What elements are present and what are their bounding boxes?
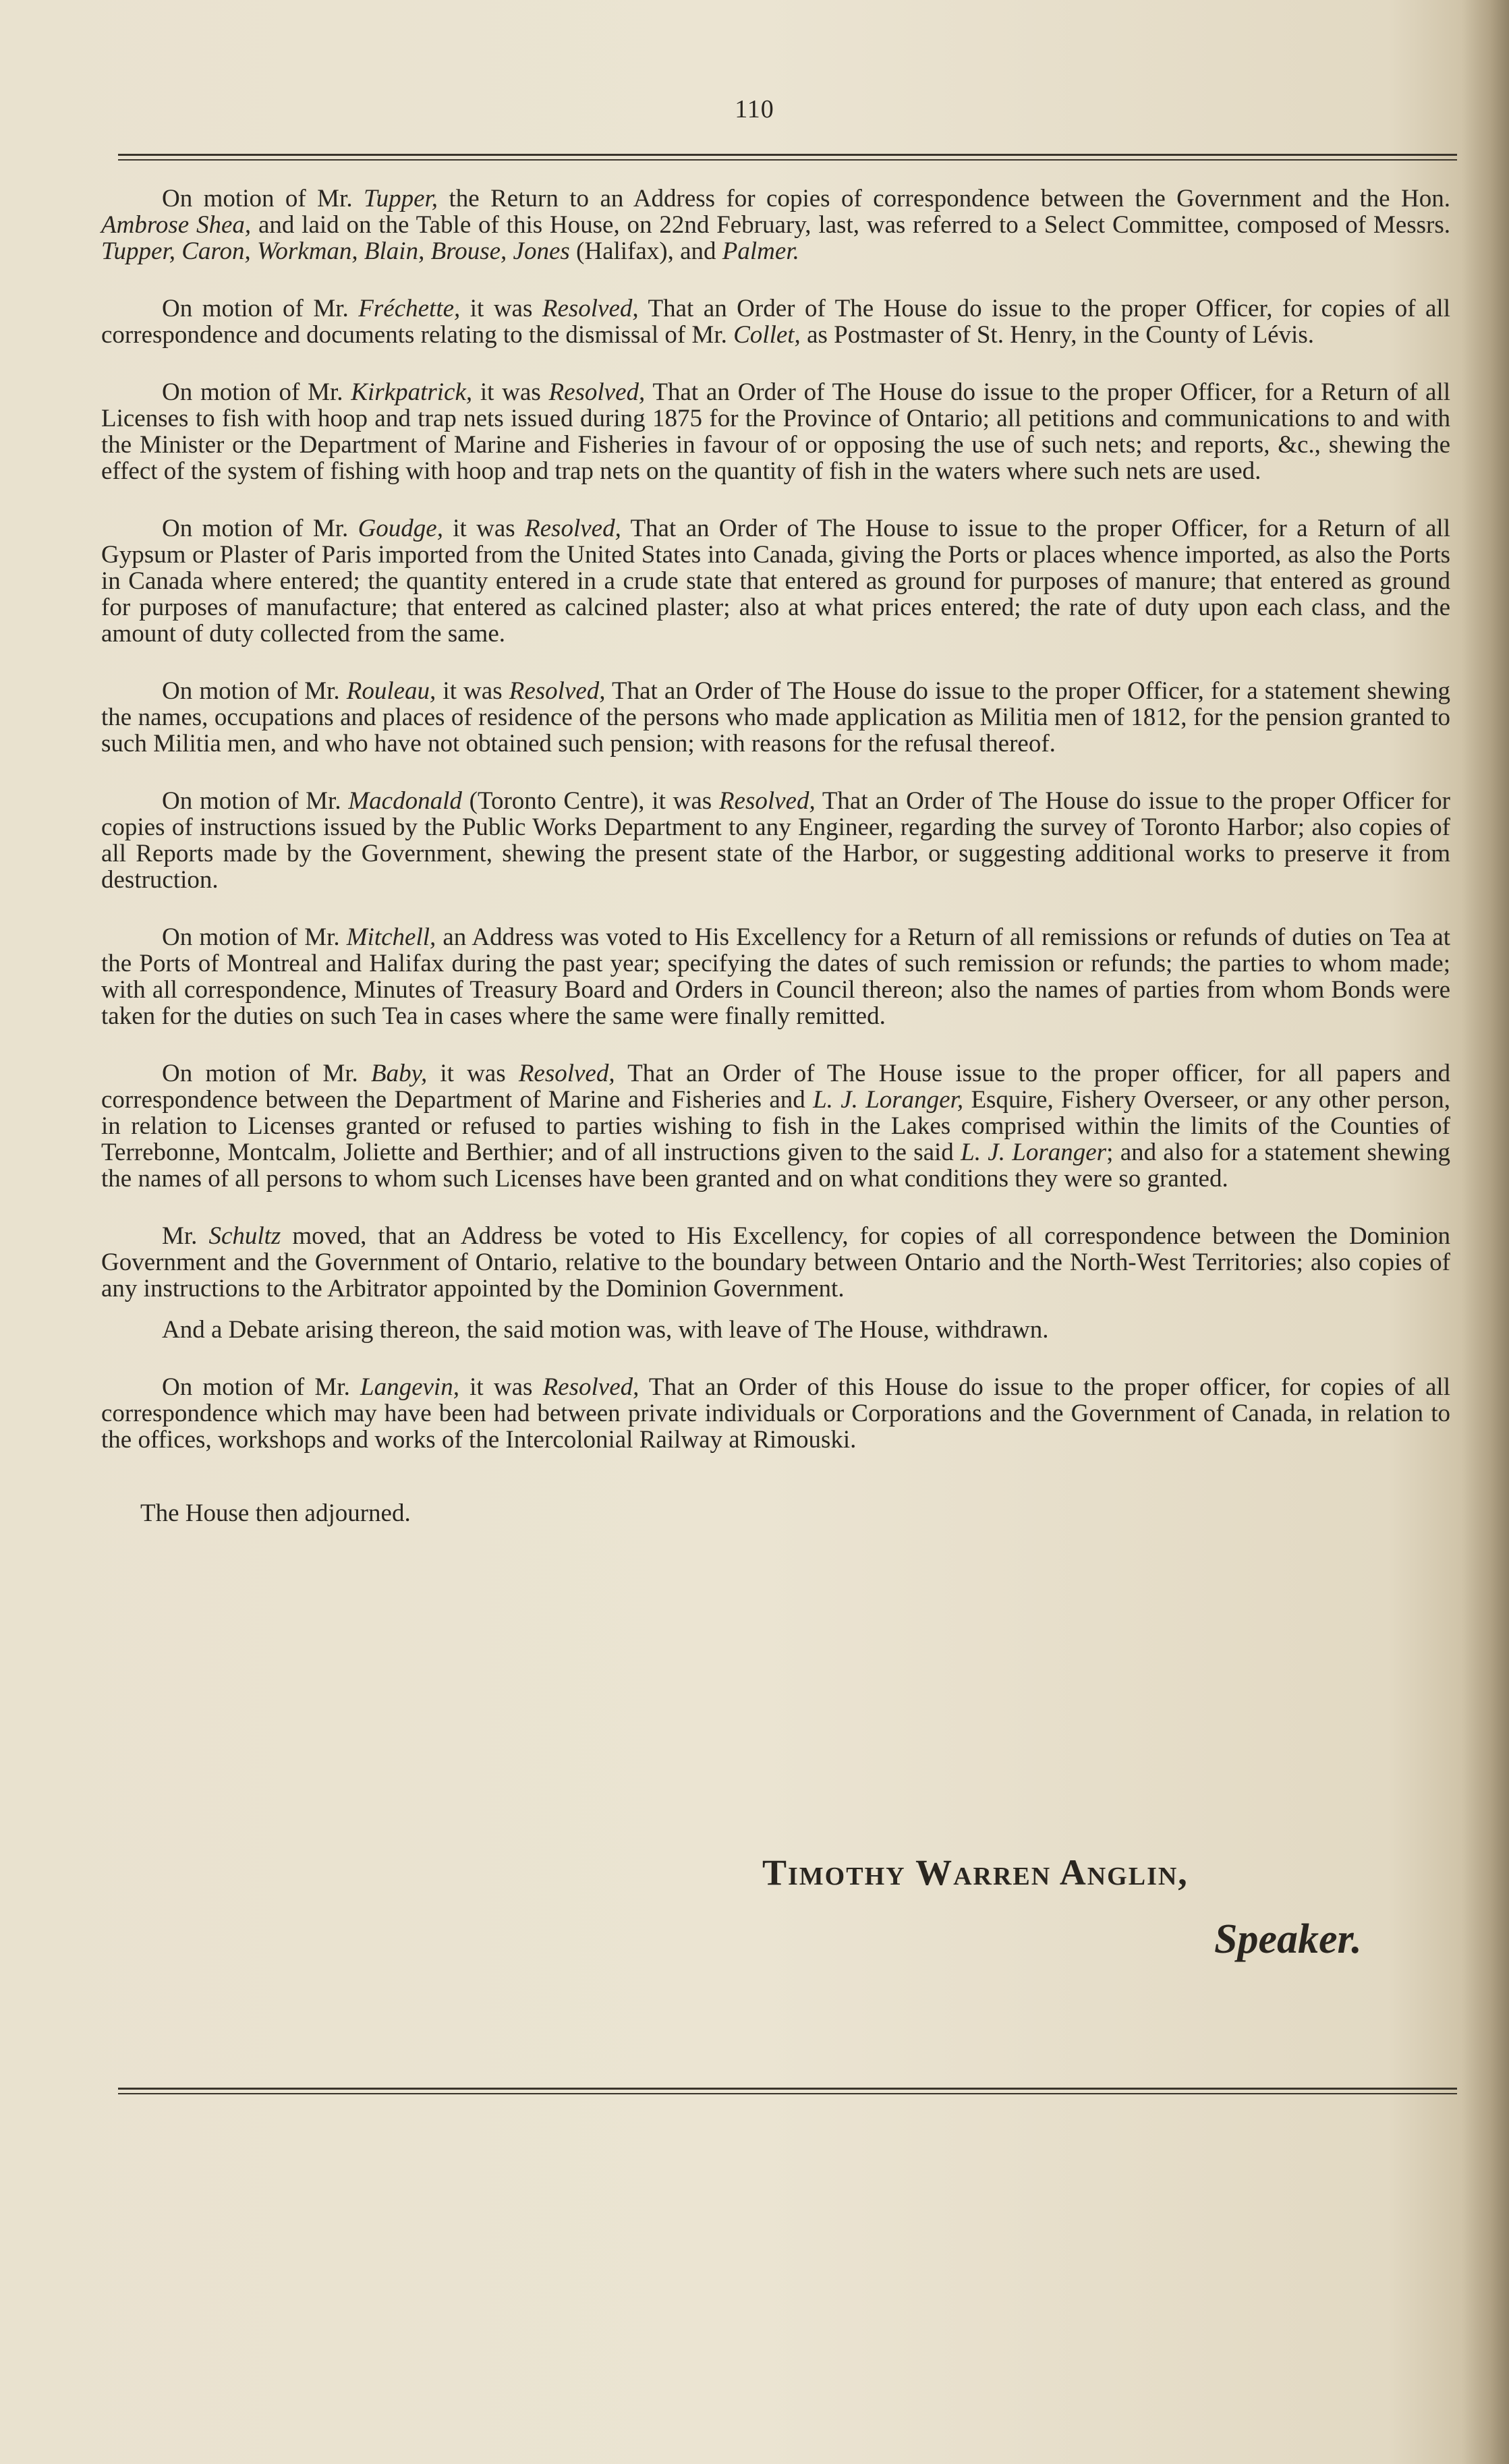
top-rule [118,154,1457,161]
motion-tupper: On motion of Mr. Tupper, the Return to an Address for copies of correspondence between the Government and the Hon. Ambrose Shea, and laid on the Table of this House, on 22nd February, last, was referred to a Select Committee, composed of Messrs. Tupper, Caron, Workman, Blain, Brouse, Jones (Halifax), and Palmer. [101,185,1451,265]
motion-baby: On motion of Mr. Baby, it was Resolved, That an Order of The House issue to the proper officer, for all papers and correspondence between the Department of Marine and Fisheries and L. J. Loranger, Esquire, Fishery Overseer, or any other person, in relation to Licenses granted or refused to parties wishing to fish in the Lakes comprised within the limits of the Counties of Terrebonne, Montcalm, Joliette and Berthier; and of all instructions given to the said L. J. Loranger; and also for a statement shewing the names of all persons to whom such Licenses have been granted and on what conditions they were so granted. [101,1060,1450,1193]
journal-body [101,185,1450,1526]
motion-frechette: On motion of Mr. Fréchette, it was Resolved, That an Order of The House do issue to the proper Officer, for copies of all correspondence and documents relating to the dismissal of Mr. Collet, as Postmaster of St. Henry, in the County of Lévis. [101,295,1450,349]
page-number: 110 [735,95,774,123]
motion-macdonald: On motion of Mr. Macdonald (Toronto Centre), it was Resolved, That an Order of The House do issue to the proper Officer for copies of instructions issued by the Public Works Department to any Engineer, regarding the survey of Toronto Harbor; also copies of all Reports made by the Government, shewing the present state of the Harbor, or suggesting additional works to preserve it from destruction. [101,787,1451,894]
adjournment: The House then adjourned. [140,1499,411,1527]
motion-langevin: On motion of Mr. Langevin, it was Resolved, That an Order of this House do issue to the proper officer, for copies of all correspondence which may have been had between private individuals or Corporations and the Government of Canada, in relation to the offices, workshops and works of the Intercolonial Railway at Rimouski. [101,1373,1450,1454]
motion-rouleau: On motion of Mr. Rouleau, it was Resolved, That an Order of The House do issue to the proper Officer, for a statement shewing the names, occupations and places of residence of the persons who made application as Militia men of 1812, for the pension granted to such Militia men, and who have not obtained such pension; with reasons for the refusal thereof. [101,677,1450,757]
speaker-name: Timothy Warren Anglin, [762,1852,1189,1893]
bottom-rule [118,2088,1457,2094]
motion-kirkpatrick: On motion of Mr. Kirkpatrick, it was Resolved, That an Order of The House do issue to the proper Officer, for a Return of all Licenses to fish with hoop and trap nets issued during 1875 for the Province of Ontario; all petitions and communications to and with the Minister or the Department of Marine and Fisheries in favour of or opposing the use of such nets; and reports, &c., shewing the effect of the system of fishing with hoop and trap nets on the quantity of fish in the waters where such nets are used. [101,378,1451,485]
page-edge-shadow [1462,0,1509,2464]
debate-withdrawn: And a Debate arising thereon, the said motion was, with leave of The House, withdrawn. [162,1316,1049,1344]
motion-schultz: Mr. Schultz moved, that an Address be voted to His Excellency, for copies of all correspondence between the Dominion Government and the Government of Ontario, relative to the boundary between Ontario and the North-West Territories; also copies of any instructions to the Arbitrator appointed by the Dominion Government. [101,1222,1450,1302]
speaker-title: Speaker. [1214,1916,1362,1962]
motion-goudge: On motion of Mr. Goudge, it was Resolved, That an Order of The House to issue to the proper Officer, for a Return of all Gypsum or Plaster of Paris imported from the United States into Canada, giving the Ports or places whence imported, as also the Ports in Canada where entered; the quantity entered in a crude state that entered as ground for purposes of manure; that entered as ground for purposes of manufacture; that entered as calcined plaster; also at what prices entered; the rate of duty upon each class, and the amount of duty collected from the same. [101,515,1450,648]
motion-mitchell: On motion of Mr. Mitchell, an Address was voted to His Excellency for a Return of all remissions or refunds of duties on Tea at the Ports of Montreal and Halifax during the past year; specifying the dates of such remission or refunds; the parties to whom made; with all correspondence, Minutes of Treasury Board and Orders in Council thereon; also the names of parties from whom Bonds were taken for the duties on such Tea in cases where the same were finally remitted. [101,923,1450,1030]
